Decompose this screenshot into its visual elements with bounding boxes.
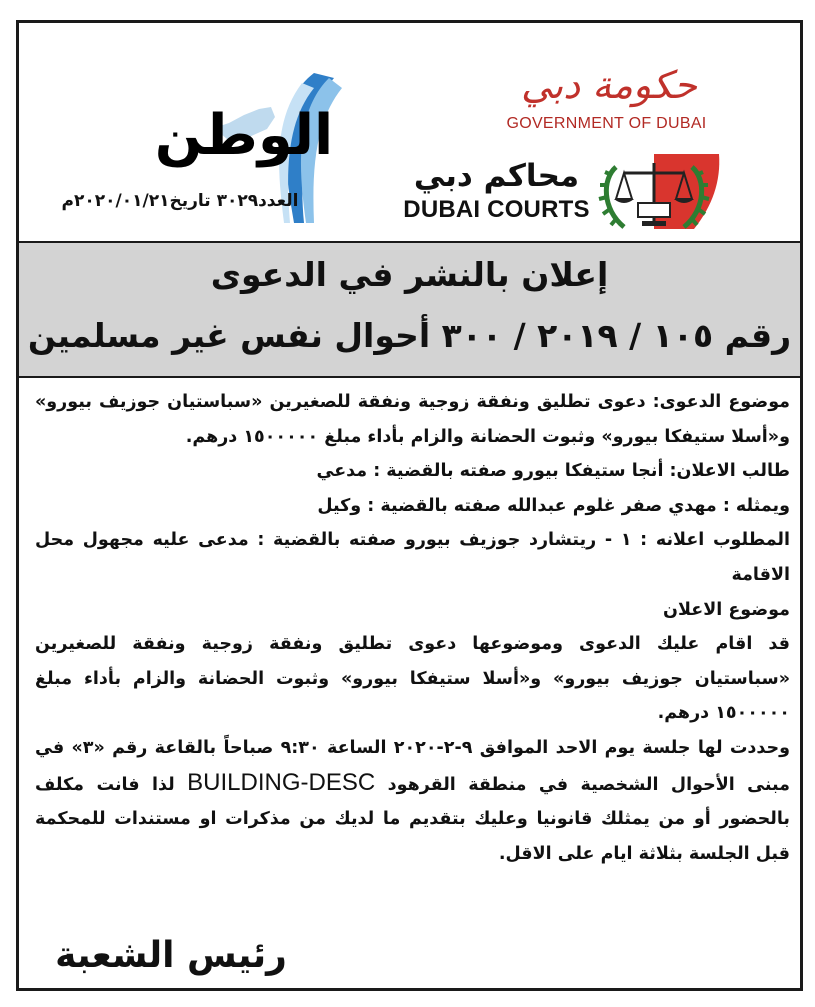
notice-heading: موضوع الاعلان	[663, 599, 790, 620]
building-code: BUILDING-DESC	[187, 768, 376, 796]
gov-arabic-logo: حكومة دبي	[520, 63, 698, 107]
gov-english-label: GOVERNMENT OF DUBAI	[506, 115, 707, 132]
case-subject: موضوع الدعوى: دعوى تطليق ونفقة زوجية ونفقة للصغيرين «سباستيان جوزيف بيورو» و«أسلا ستيفكا بيورو» وثبوت الحضانة والزام بأداء مبلغ ١٥٠٠٠٠٠ درهم.	[35, 392, 790, 447]
hearing-details	[35, 731, 790, 871]
issue-line: العدد٣٠٢٩ تاريخ٢٠٢٠/٠١/٢١م	[61, 191, 299, 211]
notice-content: قد اقام عليك الدعوى وموضوعها دعوى تطليق ونفقة زوجية ونفقة للصغيرين «سباستيان جوزيف بيورو» و«أسلا ستيفكا بيورو» وثبوت الحضانة والزام بأداء مبلغ ١٥٠٠٠٠٠ درهم.	[35, 634, 790, 724]
hearing-part-1: وحددت لها جلسة يوم الاحد الموافق ٩-٢-٢٠٢٠ الساعة ٩:٣٠ صباحاً بالقاعة رقم «٣» في مبنى الأحوال الشخصية في منطقة القرهود	[35, 737, 791, 795]
hearing-part-2: لذا فانت مكلف بالحضور أو من يمثلك قانونيا وعليك بتقديم ما لديك من مذكرات او مستندات للمحكمة قبل الجلسة بثلاثة ايام على الاقل.	[35, 774, 790, 864]
newspaper-logo	[59, 83, 359, 193]
header	[19, 23, 800, 241]
case-number: رقم ١٠٥ / ٢٠١٩ / ٣٠٠ أحوال نفس غير مسلمين	[27, 316, 792, 355]
notice-body	[35, 385, 790, 871]
title-band	[19, 241, 800, 378]
notice-frame	[16, 20, 803, 991]
respondent: المطلوب اعلانه : ١ - ريتشارد جوزيف بيورو صفته بالقضية : مدعى عليه مجهول محل الاقامة	[35, 530, 790, 585]
courts-english-label: DUBAI COURTS	[403, 196, 590, 223]
scales-of-justice-icon	[594, 149, 724, 239]
notice-title: إعلان بالنشر في الدعوى	[210, 255, 609, 294]
signature: رئيس الشعبة	[55, 935, 287, 976]
courts-arabic-label: محاكم دبي	[413, 158, 580, 194]
representative: ويمثله : مهدي صفر غلوم عبدالله صفته بالقضية : وكيل	[317, 495, 790, 516]
newspaper-name: الوطن	[154, 103, 334, 168]
applicant: طالب الاعلان: أنجا ستيفكا بيورو صفته بالقضية : مدعي	[316, 461, 790, 482]
